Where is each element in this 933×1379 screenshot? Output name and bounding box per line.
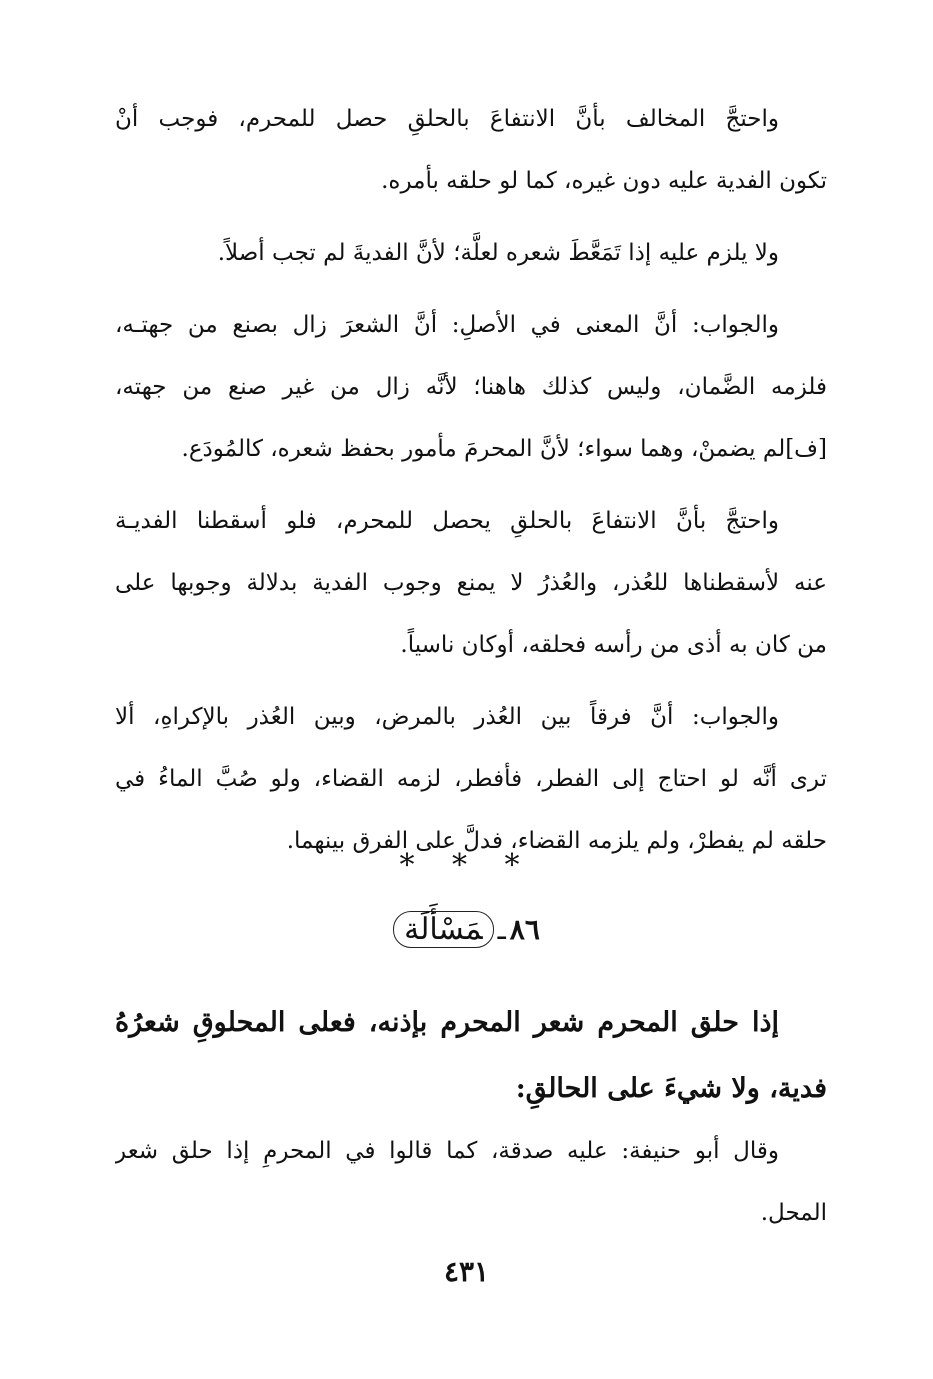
masala-title: مَسْأَلَة (393, 911, 493, 948)
ruling-line: فدية، ولا شيءَ على الحالقِ: (515, 1073, 827, 1104)
ruling-statement (115, 990, 827, 1122)
paragraph-line: تكون الفدية عليه دون غيره، كما لو حلقه بأمره. (381, 168, 827, 194)
paragraph-line: من كان به أذى من رأسه فحلقه، أوكان ناسياً. (400, 632, 827, 658)
masala-dash: ـ (497, 913, 506, 946)
closing-paragraph (115, 1120, 827, 1244)
paragraph-line: عنه لأسقطناها للعُذر، والعُذرُ لا يمنع وجوب الفدية بدلالة وجوبها على (115, 570, 827, 596)
ruling-line: إذا حلق المحرم شعر المحرم بإذنه، فعلى المحلوقِ شعرُهُ (115, 1007, 779, 1038)
paragraph-line: واحتجَّ بأنَّ الانتفاعَ بالحلقِ يحصل للمحرم، فلو أسقطنا الفديـة (115, 508, 779, 534)
paragraph-line: ولا يلزم عليه إذا تَمَعَّطَ شعره لعلَّة؛ لأنَّ الفديةَ لم تجب أصلاً. (217, 240, 779, 266)
paragraph-line: [ف]لم يضمنْ، وهما سواء؛ لأنَّ المحرمَ مأمور بحفظ شعره، كالمُودَع. (181, 436, 827, 462)
body-text (115, 88, 827, 872)
paragraph-line: وقال أبو حنيفة: عليه صدقة، كما قالوا في المحرمِ إذا حلق شعر (115, 1138, 779, 1164)
paragraph-line: والجواب: أنَّ فرقاً بين العُذر بالمرض، وبين العُذر بالإكراهِ، ألا (115, 704, 779, 730)
paragraph-line: المحل. (760, 1200, 827, 1226)
section-separator: * * * (399, 848, 534, 883)
masala-number: ٨٦ (509, 913, 540, 946)
paragraph-line: ترى أنَّه لو احتاج إلى الفطر، فأفطر، لزمه القضاء، ولو صُبَّ الماءُ في (115, 766, 827, 792)
paragraph-line: والجواب: أنَّ المعنى في الأصلِ: أنَّ الشعرَ زال بصنع من جهتـه، (115, 312, 779, 338)
paragraph-line: حلقه لم يفطرْ، ولم يلزمه القضاء، فدلَّ على الفرق بينهما. (286, 828, 827, 854)
paragraph-line: فلزمه الضَّمان، وليس كذلك هاهنا؛ لأنَّه زال من غير صنع من جهته، (115, 374, 827, 400)
masala-heading (0, 912, 933, 947)
page-number: ٤٣١ (443, 1255, 490, 1288)
paragraph-line: واحتجَّ المخالف بأنَّ الانتفاعَ بالحلقِ حصل للمحرم، فوجب أنْ (115, 106, 779, 132)
